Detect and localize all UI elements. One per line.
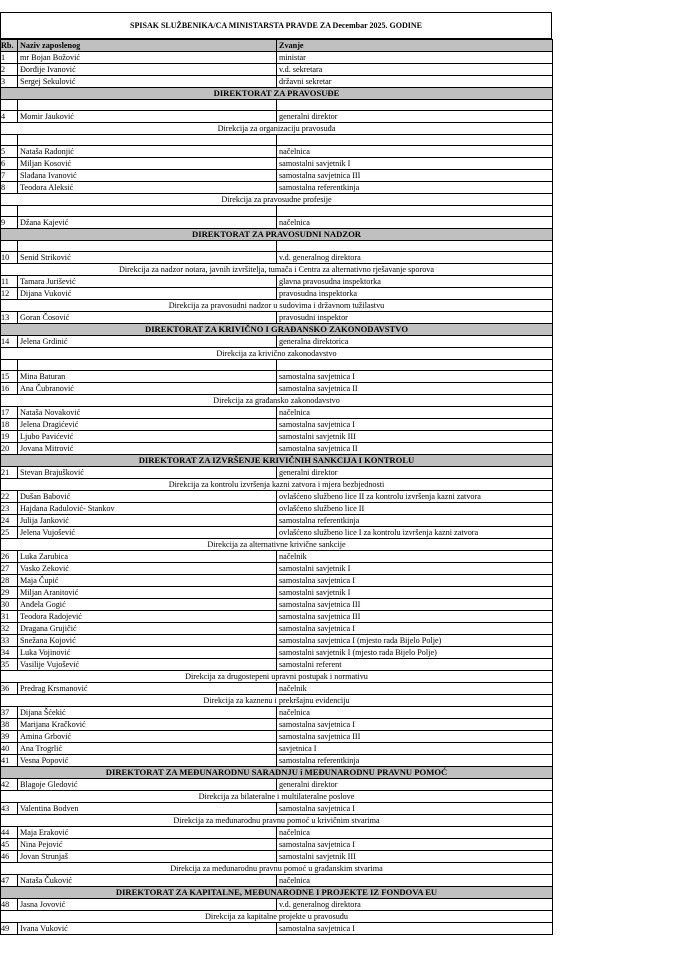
employee-title: savjetnica I [277,743,553,755]
employee-name: Teodora Aleksić [18,182,277,194]
employee-number: 40 [1,743,18,755]
employee-number: 12 [1,288,18,300]
employee-number: 11 [1,276,18,288]
employee-title: samostalna savjetnica I [277,719,553,731]
blank-cell [277,100,553,111]
employee-number: 48 [1,899,18,911]
employee-title: generalni direktor [277,467,553,479]
employee-row [1,158,553,170]
blank-cell [277,135,553,146]
employee-title: samostalna savjetnica III [277,170,553,182]
direction-heading-row [1,863,553,875]
employee-title: samostalni savjetnik I [277,158,553,170]
employee-title: generalni direktor [277,111,553,123]
employee-number: 2 [1,64,18,76]
employee-row [1,587,553,599]
employee-number: 46 [1,851,18,863]
employee-number: 10 [1,252,18,264]
column-header-name: Naziv zaposlenog [18,40,277,52]
directorate-heading: DIREKTORAT ZA IZVRŠENJE KRIVIČNIH SANKCIJA I KONTROLU [1,455,553,467]
employee-number: 15 [1,371,18,383]
employee-row [1,111,553,123]
direction-heading-row [1,791,553,803]
employee-row [1,52,553,64]
employee-title: glavna pravosudna inspektorka [277,276,553,288]
employee-number: 26 [1,551,18,563]
employee-row [1,755,553,767]
employee-row [1,371,553,383]
employee-name: Amina Grbović [18,731,277,743]
employee-number: 1 [1,52,18,64]
employee-title: načelnica [277,217,553,229]
employee-name: Predrag Krsmanović [18,683,277,695]
directorate-heading: DIREKTORAT ZA PRAVOSUDNI NADZOR [1,229,553,241]
employee-number: 27 [1,563,18,575]
employee-name: Stevan Brajušković [18,467,277,479]
blank-cell [1,135,18,146]
employee-name: Jelena Dragićević [18,419,277,431]
employee-name: Luka Vojinović [18,647,277,659]
employee-number: 32 [1,623,18,635]
employee-name: Luka Zarubica [18,551,277,563]
employee-title: samostalna savjetnica III [277,599,553,611]
employee-number: 5 [1,146,18,158]
employee-row [1,252,553,264]
employee-name: Miljan Aranitović [18,587,277,599]
employee-number: 4 [1,111,18,123]
employee-row [1,875,553,887]
employee-title: načelnica [277,827,553,839]
employee-number: 38 [1,719,18,731]
employee-row [1,443,553,455]
employee-name: Jelena Vujošević [18,527,277,539]
employee-row [1,731,553,743]
employee-title: samostalna savjetnica I [277,923,553,935]
employee-row [1,599,553,611]
employee-list-sheet [0,12,552,935]
employee-row [1,551,553,563]
employee-name: Đorđije Ivanović [18,64,277,76]
employee-row [1,743,553,755]
employee-name: Tamara Jurišević [18,276,277,288]
employee-name: Vasilije Vujošević [18,659,277,671]
employee-name: Ana Trogrlić [18,743,277,755]
employee-row [1,707,553,719]
employee-number: 37 [1,707,18,719]
employee-title: v.d. generalnog direktora [277,252,553,264]
employee-row [1,839,553,851]
employee-row [1,575,553,587]
employee-name: Nina Pejović [18,839,277,851]
blank-row [1,100,553,111]
employee-title: načelnik [277,551,553,563]
employee-title: samostalna referentkinja [277,515,553,527]
employee-name: Marijana Kračković [18,719,277,731]
direction-heading: Direkcija za pravosudni nadzor u sudovima i državnom tužilastvu [1,300,553,312]
employee-title: samostalna savjetnica I [277,371,553,383]
employee-number: 14 [1,336,18,348]
employee-title: ministar [277,52,553,64]
directorate-heading-row [1,887,553,899]
employee-name: Sergej Sekulović [18,76,277,88]
employee-title: samostalna savjetnica III [277,731,553,743]
employee-row [1,899,553,911]
employee-title: ovlašćeno službeno lice I za kontrolu izvršenja kazni zatvora [277,527,553,539]
employee-title: samostalna savjetnica I [277,419,553,431]
blank-row [1,360,553,371]
employee-number: 45 [1,839,18,851]
employee-row [1,515,553,527]
employee-number: 21 [1,467,18,479]
employee-title: samostalni referent [277,659,553,671]
employee-row [1,467,553,479]
directorate-heading-row [1,229,553,241]
employee-name: Ivana Vuković [18,923,277,935]
employee-number: 34 [1,647,18,659]
employee-title: ovlašćeno službeno lice II [277,503,553,515]
employee-row [1,647,553,659]
employee-number: 36 [1,683,18,695]
employee-title: samostalna savjetnica I [277,575,553,587]
employee-name: Džana Kajević [18,217,277,229]
employee-title: državni sekretar [277,76,553,88]
employee-name: Miljan Kosović [18,158,277,170]
direction-heading-row [1,123,553,135]
employee-row [1,383,553,395]
direction-heading-row [1,194,553,206]
employee-row [1,276,553,288]
employee-name: Vesna Popović [18,755,277,767]
employee-row [1,851,553,863]
blank-cell [1,241,18,252]
employee-name: Maja Čupić [18,575,277,587]
direction-heading-row [1,671,553,683]
employee-name: Jovana Mitrović [18,443,277,455]
employee-name: Jelena Grdinić [18,336,277,348]
blank-cell [18,360,277,371]
directorate-heading-row [1,88,553,100]
employee-name: Nataša Novaković [18,407,277,419]
employee-title: načelnik [277,683,553,695]
employee-row [1,503,553,515]
direction-heading: Direkcija za međunarodnu pravnu pomoć u građanskim stvarima [1,863,553,875]
employee-title: samostalna savjetnica I (mjesto rada Bijelo Polje) [277,635,553,647]
employee-row [1,659,553,671]
employee-title: generalna direktorica [277,336,553,348]
direction-heading-row [1,479,553,491]
direction-heading-row [1,300,553,312]
employee-number: 6 [1,158,18,170]
employee-title: samostalni savjetnik III [277,851,553,863]
column-header-number: Rb. [1,40,18,52]
employee-name: Hajdana Radulović- Stankov [18,503,277,515]
employee-title: samostalna savjetnica I [277,623,553,635]
employee-number: 25 [1,527,18,539]
employee-row [1,611,553,623]
employee-name: Julija Janković [18,515,277,527]
blank-row [1,241,553,252]
direction-heading-row [1,695,553,707]
employee-number: 23 [1,503,18,515]
employee-name: Vasko Zeković [18,563,277,575]
employee-row [1,419,553,431]
employee-name: Mina Baturan [18,371,277,383]
employee-title: samostalni savjetnik I (mjesto rada Bijelo Polje) [277,647,553,659]
employee-name: Dragana Grujičić [18,623,277,635]
direction-heading-row [1,911,553,923]
employee-name: Momir Jauković [18,111,277,123]
directorate-heading-row [1,324,553,336]
employee-title: ovlašćeno službeno lice II za kontrolu izvršenja kazni zatvora [277,491,553,503]
employee-number: 47 [1,875,18,887]
employee-row [1,407,553,419]
employee-number: 35 [1,659,18,671]
directorate-heading: DIREKTORAT ZA KAPITALNE, MEĐUNARODNE I PROJEKTE IZ FONDOVA EU [1,887,553,899]
direction-heading-row [1,539,553,551]
direction-heading: Direkcija za alternativne krivične sankcije [1,539,553,551]
direction-heading-row [1,264,553,276]
employee-name: Nataša Radonjić [18,146,277,158]
employee-row [1,182,553,194]
employee-row [1,623,553,635]
employee-number: 28 [1,575,18,587]
employee-number: 3 [1,76,18,88]
direction-heading-row [1,395,553,407]
employee-name: Senid Striković [18,252,277,264]
employee-title: samostalna savjetnica III [277,611,553,623]
directorate-heading: DIREKTORAT ZA MEĐUNARODNU SARADNJU i MEĐUNARODNU PRAVNU POMOĆ [1,767,553,779]
employee-row [1,635,553,647]
employee-row [1,719,553,731]
employee-name: Jovan Strunjaš [18,851,277,863]
employee-title: načelnica [277,875,553,887]
employee-row [1,563,553,575]
employee-row [1,923,553,935]
employee-row [1,491,553,503]
directorate-heading-row [1,767,553,779]
employee-name: Goran Čosović [18,312,277,324]
employee-title: v.d. sekretara [277,64,553,76]
table-header-row [1,40,553,52]
employee-name: Blagoje Gledović [18,779,277,791]
employee-number: 19 [1,431,18,443]
blank-cell [18,206,277,217]
employee-row [1,683,553,695]
direction-heading: Direkcija za drugostepeni upravni postupak i normativu [1,671,553,683]
employee-name: Ljubo Pavićević [18,431,277,443]
employee-title: v.d. generalnog direktora [277,899,553,911]
employee-name: Valentina Bodven [18,803,277,815]
direction-heading: Direkcija za kaznenu i prekršajnu evidenciju [1,695,553,707]
employee-number: 39 [1,731,18,743]
blank-cell [277,360,553,371]
blank-cell [1,360,18,371]
employee-title: samostalni savjetnik III [277,431,553,443]
employee-row [1,336,553,348]
employee-number: 30 [1,599,18,611]
employee-number: 49 [1,923,18,935]
employee-number: 29 [1,587,18,599]
document-title: SPISAK SLUŽBENIKA/CA MINISTARSTA PRAVDE ZA Decembar 2025. GODINE [0,12,552,39]
employee-name: Nataša Čuković [18,875,277,887]
direction-heading: Direkcija za nadzor notara, javnih izvršitelja, tumača i Centra za alternativno rješavanje sporova [1,264,553,276]
employee-title: načelnica [277,707,553,719]
employee-number: 24 [1,515,18,527]
employee-name: Dijana Vuković [18,288,277,300]
employee-row [1,779,553,791]
employee-table [0,39,553,935]
employee-name: Slađana Ivanović [18,170,277,182]
employee-row [1,431,553,443]
employee-name: Teodora Radojević [18,611,277,623]
direction-heading: Direkcija za bilateralne i multilateralne poslove [1,791,553,803]
blank-row [1,206,553,217]
direction-heading: Direkcija za kapitalne projekte u pravosuđu [1,911,553,923]
employee-name: mr Bojan Božović [18,52,277,64]
directorate-heading: DIREKTORAT ZA PRAVOSUĐE [1,88,553,100]
employee-number: 42 [1,779,18,791]
blank-cell [1,206,18,217]
employee-number: 43 [1,803,18,815]
employee-name: Dijana Šćekić [18,707,277,719]
employee-title: načelnica [277,407,553,419]
directorate-heading-row [1,455,553,467]
employee-row [1,827,553,839]
employee-name: Jasna Jovović [18,899,277,911]
employee-title: samostalna savjetnica I [277,803,553,815]
employee-number: 18 [1,419,18,431]
blank-cell [18,241,277,252]
direction-heading: Direkcija za pravosudne profesije [1,194,553,206]
employee-title: samostalni savjetnik I [277,563,553,575]
employee-row [1,170,553,182]
direction-heading: Direkcija za međunarodnu pravnu pomoć u krivičnim stvarima [1,815,553,827]
employee-name: Dušan Babović [18,491,277,503]
employee-number: 17 [1,407,18,419]
employee-row [1,312,553,324]
employee-number: 8 [1,182,18,194]
employee-row [1,76,553,88]
employee-number: 16 [1,383,18,395]
blank-cell [18,100,277,111]
blank-cell [277,206,553,217]
employee-title: generalni direktor [277,779,553,791]
direction-heading: Direkcija za kontrolu izvršenja kazni zatvora i mjera bezbjednosti [1,479,553,491]
employee-row [1,803,553,815]
employee-row [1,64,553,76]
employee-title: samostalni savjetnik I [277,587,553,599]
employee-number: 22 [1,491,18,503]
employee-name: Snežana Kojović [18,635,277,647]
directorate-heading: DIREKTORAT ZA KRIVIČNO I GRAĐANSKO ZAKONODAVSTVO [1,324,553,336]
blank-row [1,135,553,146]
direction-heading-row [1,815,553,827]
employee-name: Ana Čubranović [18,383,277,395]
blank-cell [18,135,277,146]
employee-row [1,146,553,158]
direction-heading: Direkcija za krivično zakonodavstvo [1,348,553,360]
blank-cell [1,100,18,111]
employee-number: 13 [1,312,18,324]
employee-row [1,288,553,300]
employee-title: samostalna referentkinja [277,182,553,194]
employee-title: samostalna savjetnica II [277,383,553,395]
employee-name: Maja Eraković [18,827,277,839]
direction-heading: Direkcija za organizaciju pravosuđa [1,123,553,135]
employee-title: samostalna savjetnica II [277,443,553,455]
employee-title: načelnica [277,146,553,158]
employee-number: 7 [1,170,18,182]
employee-title: pravosudni inspektor [277,312,553,324]
direction-heading-row [1,348,553,360]
employee-number: 31 [1,611,18,623]
employee-number: 9 [1,217,18,229]
direction-heading: Direkcija za građansko zakonodavstvo [1,395,553,407]
employee-row [1,527,553,539]
employee-number: 20 [1,443,18,455]
employee-number: 41 [1,755,18,767]
employee-number: 44 [1,827,18,839]
employee-number: 33 [1,635,18,647]
employee-row [1,217,553,229]
blank-cell [277,241,553,252]
column-header-title: Zvanje [277,40,553,52]
employee-title: samostalna referentkinja [277,755,553,767]
employee-title: samostalna savjetnica I [277,839,553,851]
employee-title: pravosudna inspektorka [277,288,553,300]
employee-name: Anđela Gogić [18,599,277,611]
